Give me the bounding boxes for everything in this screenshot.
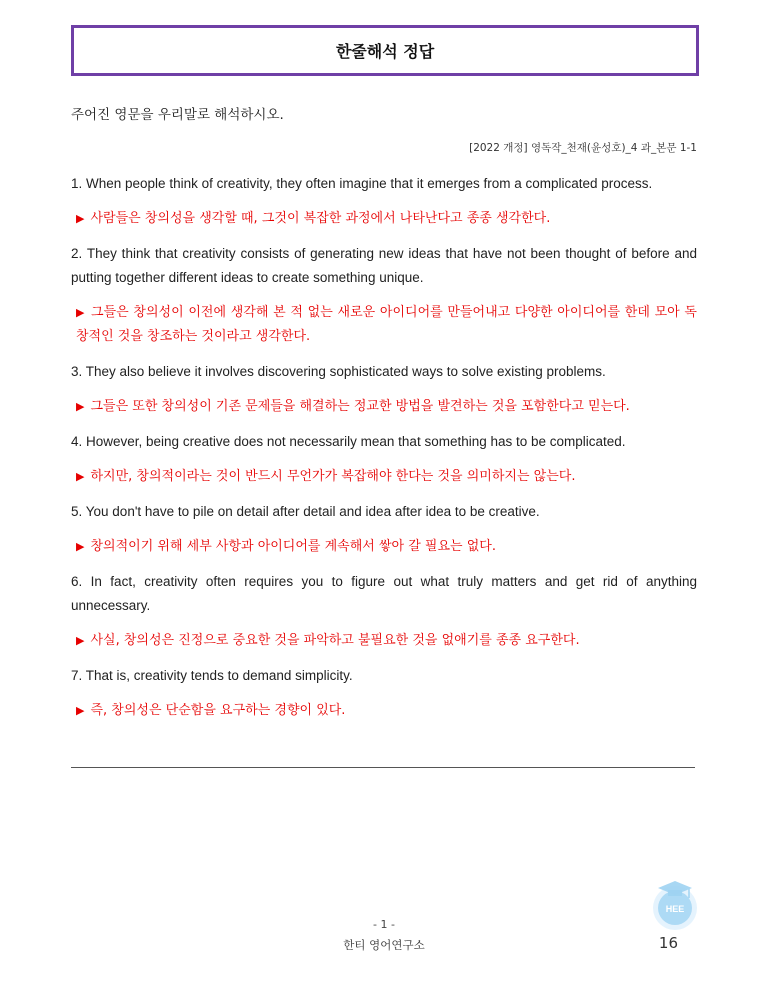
triangle-right-icon: ▶ (76, 634, 85, 647)
translation-text: 사실, 창의성은 진정으로 중요한 것을 파악하고 불필요한 것을 없애기를 종종 요구한다. (90, 633, 580, 648)
korean-translation (71, 629, 697, 653)
sentence-item (71, 570, 697, 653)
triangle-right-icon: ▶ (76, 306, 86, 319)
page-title-box (71, 25, 699, 76)
footer-organization: 한티 영어연구소 (343, 938, 425, 952)
instruction-text: 주어진 영문을 우리말로 해석하시오. (71, 107, 284, 123)
sentence-item (71, 664, 697, 723)
page-title: 한줄해석 정답 (335, 42, 435, 61)
korean-translation (71, 207, 697, 231)
translation-text: 창의적이기 위해 세부 사항과 아이디어를 계속해서 쌓아 갈 필요는 없다. (90, 539, 496, 554)
sentence-item (71, 360, 697, 419)
korean-translation (71, 395, 697, 419)
korean-translation (71, 301, 697, 349)
translation-text: 즉, 창의성은 단순함을 요구하는 경향이 있다. (90, 703, 346, 718)
english-sentence: 4. However, being creative does not necessarily mean that something has to be complicated. (71, 434, 626, 449)
korean-translation (71, 535, 697, 559)
translation-text: 하지만, 창의적이라는 것이 반드시 무언가가 복잡해야 한다는 것을 의미하지는 않는다. (90, 469, 576, 484)
triangle-right-icon: ▶ (76, 470, 85, 483)
korean-translation (71, 699, 697, 723)
divider-line (71, 767, 695, 768)
source-reference: [2022 개정] 영독작_천재(윤성호)_4 과_본문 1-1 (469, 142, 697, 154)
sentence-item (71, 500, 697, 559)
english-sentence: 2. They think that creativity consists of generating new ideas that have not been thought of before and putting together different ideas to create something unique. (71, 246, 697, 285)
triangle-right-icon: ▶ (76, 212, 85, 225)
translation-text: 사람들은 창의성을 생각할 때, 그것이 복잡한 과정에서 나타난다고 종종 생각한다. (90, 211, 551, 226)
english-sentence: 7. That is, creativity tends to demand simplicity. (71, 668, 353, 683)
sentence-item (71, 242, 697, 349)
english-sentence: 3. They also believe it involves discovering sophisticated ways to solve existing problems. (71, 364, 606, 379)
translation-text: 그들은 또한 창의성이 기존 문제들을 해결하는 정교한 방법을 발견하는 것을 포함한다고 믿는다. (90, 399, 630, 414)
sentence-list (71, 172, 697, 734)
triangle-right-icon: ▶ (76, 704, 85, 717)
logo-text: HEE (665, 904, 685, 914)
translation-text: 그들은 창의성이 이전에 생각해 본 적 없는 새로운 아이디어를 만들어내고 다양한 아이디어를 한데 모아 독창적인 것을 창조하는 것이라고 생각한다. (76, 305, 697, 344)
triangle-right-icon: ▶ (76, 540, 85, 553)
english-sentence: 5. You don't have to pile on detail after detail and idea after idea to be creative. (71, 504, 540, 519)
footer-page-count: 16 (658, 934, 678, 952)
english-sentence: 1. When people think of creativity, they often imagine that it emerges from a complicated process. (71, 176, 653, 191)
page-number: - 1 - (373, 918, 395, 931)
triangle-right-icon: ▶ (76, 400, 85, 413)
english-sentence: 6. In fact, creativity often requires you to figure out what truly matters and get rid of anything unnecessary. (71, 574, 697, 613)
sentence-item (71, 430, 697, 489)
sentence-item (71, 172, 697, 231)
korean-translation (71, 465, 697, 489)
